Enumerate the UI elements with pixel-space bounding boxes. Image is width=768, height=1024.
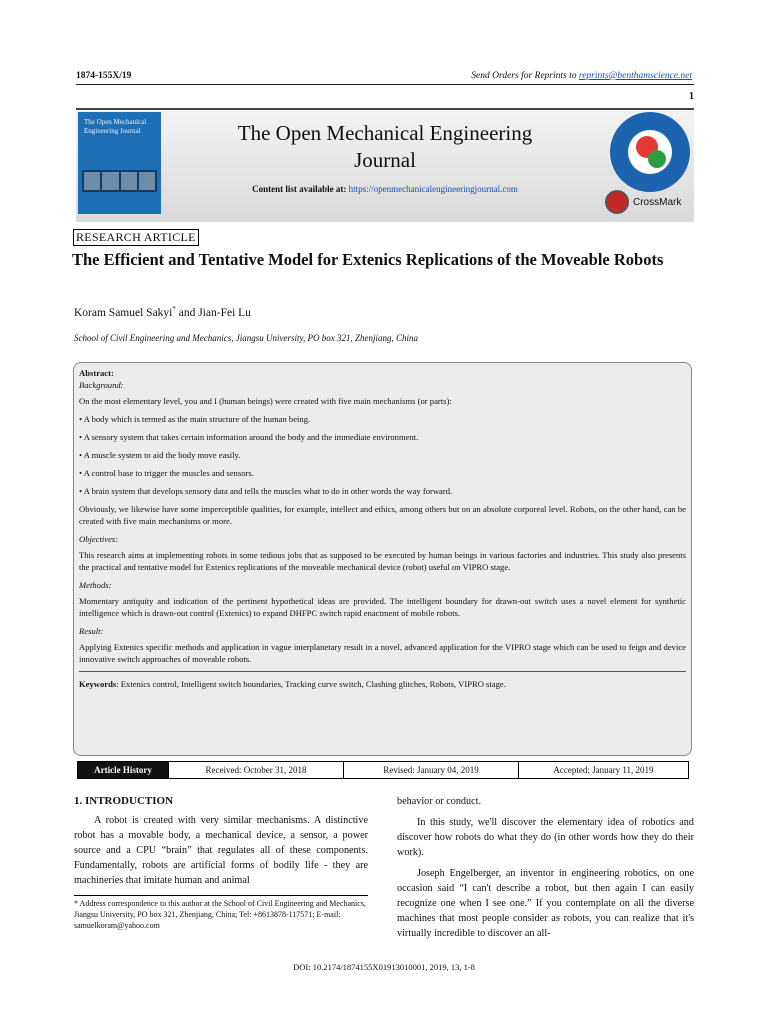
journal-cover-image — [78, 112, 161, 214]
crossmark-icon — [605, 190, 629, 214]
bullet-item: • A brain system that develops sensory data and tells the muscles what to do in other words the way forward. — [79, 486, 453, 496]
authors — [74, 305, 251, 319]
journal-title-line2: Journal — [354, 148, 416, 172]
bullet-item: • A muscle system to aid the body move easily. — [79, 450, 241, 460]
objectives-label: Objectives: — [79, 534, 119, 544]
author-name: Koram Samuel Sakyi — [74, 306, 173, 319]
footnote-rule — [74, 895, 368, 896]
result-text: Applying Extenics specific methods and application in vague interplanetary result in a novel, advanced application for the VIPRO stage which can be used to feign and device innovative switch approaches of moveable robots. — [79, 642, 686, 664]
left-column — [74, 813, 368, 890]
coauthor-name: and Jian-Fei Lu — [175, 306, 251, 319]
section-heading: 1. INTRODUCTION — [74, 795, 174, 807]
journal-title-line1: The Open Mechanical Engineering — [237, 121, 533, 145]
methods-text: Momentary antiquity and indication of the pertinent hypothetical ideas are provided. The intelligent boundary for drawn-out switch uses a novel element for synthetic intelligence which is drawn-out control (Extenics) to expand DHFPC switch rapid enactment of mobile robots. — [79, 596, 686, 618]
result-label: Result: — [79, 626, 104, 636]
article-history-table — [77, 761, 689, 779]
abstract-heading: Abstract: — [79, 368, 114, 378]
keywords — [79, 671, 686, 690]
background-label: Background: — [79, 380, 124, 390]
abstract-box — [73, 362, 692, 756]
background-intro: On the most elementary level, you and I (human beings) were created with five main mechanisms (or parts): — [79, 396, 452, 406]
journal-url-link[interactable]: https://openmechanicalengineeringjournal.com — [348, 184, 518, 194]
crossmark-label: CrossMark — [633, 196, 682, 208]
intro-paragraph: A robot is created with very similar mechanisms. A distinctive robot has a movable body, a mechanical device, a sensor, a power source and a CPU “brain” that regulates all of these components. Fundamentally, robots are artificial forms of bodily life - they are machineries that imitate human and animal — [74, 815, 368, 886]
header-rule — [76, 84, 694, 85]
crossmark-badge[interactable] — [605, 190, 681, 214]
body-paragraph: In this study, we'll discover the elementary idea of robotics and discover how robots do what they do (in other words how they do their work). — [397, 817, 694, 858]
revised-date: Revised: January 04, 2019 — [344, 762, 519, 778]
article-type-label: RESEARCH ARTICLE — [73, 229, 199, 246]
correspondence-footnote: * Address correspondence to this author at the School of Civil Engineering and Mechanics, Jiangsu University, PO box 321, Zhenjiang, China; Tel: +8613878-117571; E-mail: samuelkoram@yahoo.com — [74, 899, 366, 930]
green-gear-icon — [648, 150, 666, 168]
background-tail: Obviously, we likewise have some imperceptible qualities, for example, intellect and ethics, among others but on an absolute corporeal level. Robots, on the other hand, can be created with five main mechanisms or more. — [79, 504, 686, 526]
right-column — [397, 794, 694, 943]
affiliation: School of Civil Engineering and Mechanics, Jiangsu University, PO box 321, Zhenjiang, China — [74, 333, 418, 343]
accepted-date: Accepted: January 11, 2019 — [553, 765, 654, 775]
received-date: Received: October 31, 2018 — [169, 762, 344, 778]
journal-title — [190, 120, 580, 174]
keywords-label: Keywords — [79, 679, 117, 689]
content-list — [190, 184, 580, 194]
body-paragraph: Joseph Engelberger, an inventor in engineering robotics, on one occasion said “I can't describe a robot, but then again I can easily recognize one when I see one.” If you contemplate on all the diverse machines that most people consider as robots, you can realize that it's virtually incredible to discover an all- — [397, 868, 694, 939]
page-number: 1 — [689, 91, 694, 102]
article-history-label: Article History — [78, 762, 169, 778]
issn: 1874-155X/19 — [76, 71, 132, 81]
content-list-label: Content list available at: — [252, 184, 347, 194]
bullet-item: • A body which is termed as the main structure of the human being. — [79, 414, 311, 424]
article-title: The Efficient and Tentative Model for Extenics Replications of the Moveable Robots — [72, 250, 664, 269]
objectives-text: This research aims at implementing robots in some tedious jobs that as supposed to be executed by human beings in various factories and industries. This study also presents the practical and tentative model for Extenics replications of the moveable mechanical device (robot) useful on VIPRO stage. — [79, 550, 686, 572]
reprint-notice — [471, 71, 692, 81]
reprint-text: Send Orders for Reprints to — [471, 71, 577, 81]
methods-label: Methods: — [79, 580, 112, 590]
cover-photo-strip — [82, 170, 157, 192]
keywords-text: : Extenics control, Intelligent switch boundaries, Tracking curve switch, Clashing glitches, Robots, VIPRO stage. — [116, 679, 506, 689]
corresponding-mark: * — [172, 305, 176, 313]
cover-title: The Open Mechanical Engineering Journal — [84, 118, 147, 135]
bullet-item: • A control base to trigger the muscles and sensors. — [79, 468, 254, 478]
reprint-email-link[interactable]: reprints@benthamscience.net — [578, 71, 692, 81]
continued-paragraph: behavior or conduct. — [397, 796, 482, 807]
doi-footer: DOI: 10.2174/1874155X01913010001, 2019, 13, 1-8 — [293, 962, 475, 972]
bullet-item: • A sensory system that takes certain information around the body and the immediate environment. — [79, 432, 419, 442]
